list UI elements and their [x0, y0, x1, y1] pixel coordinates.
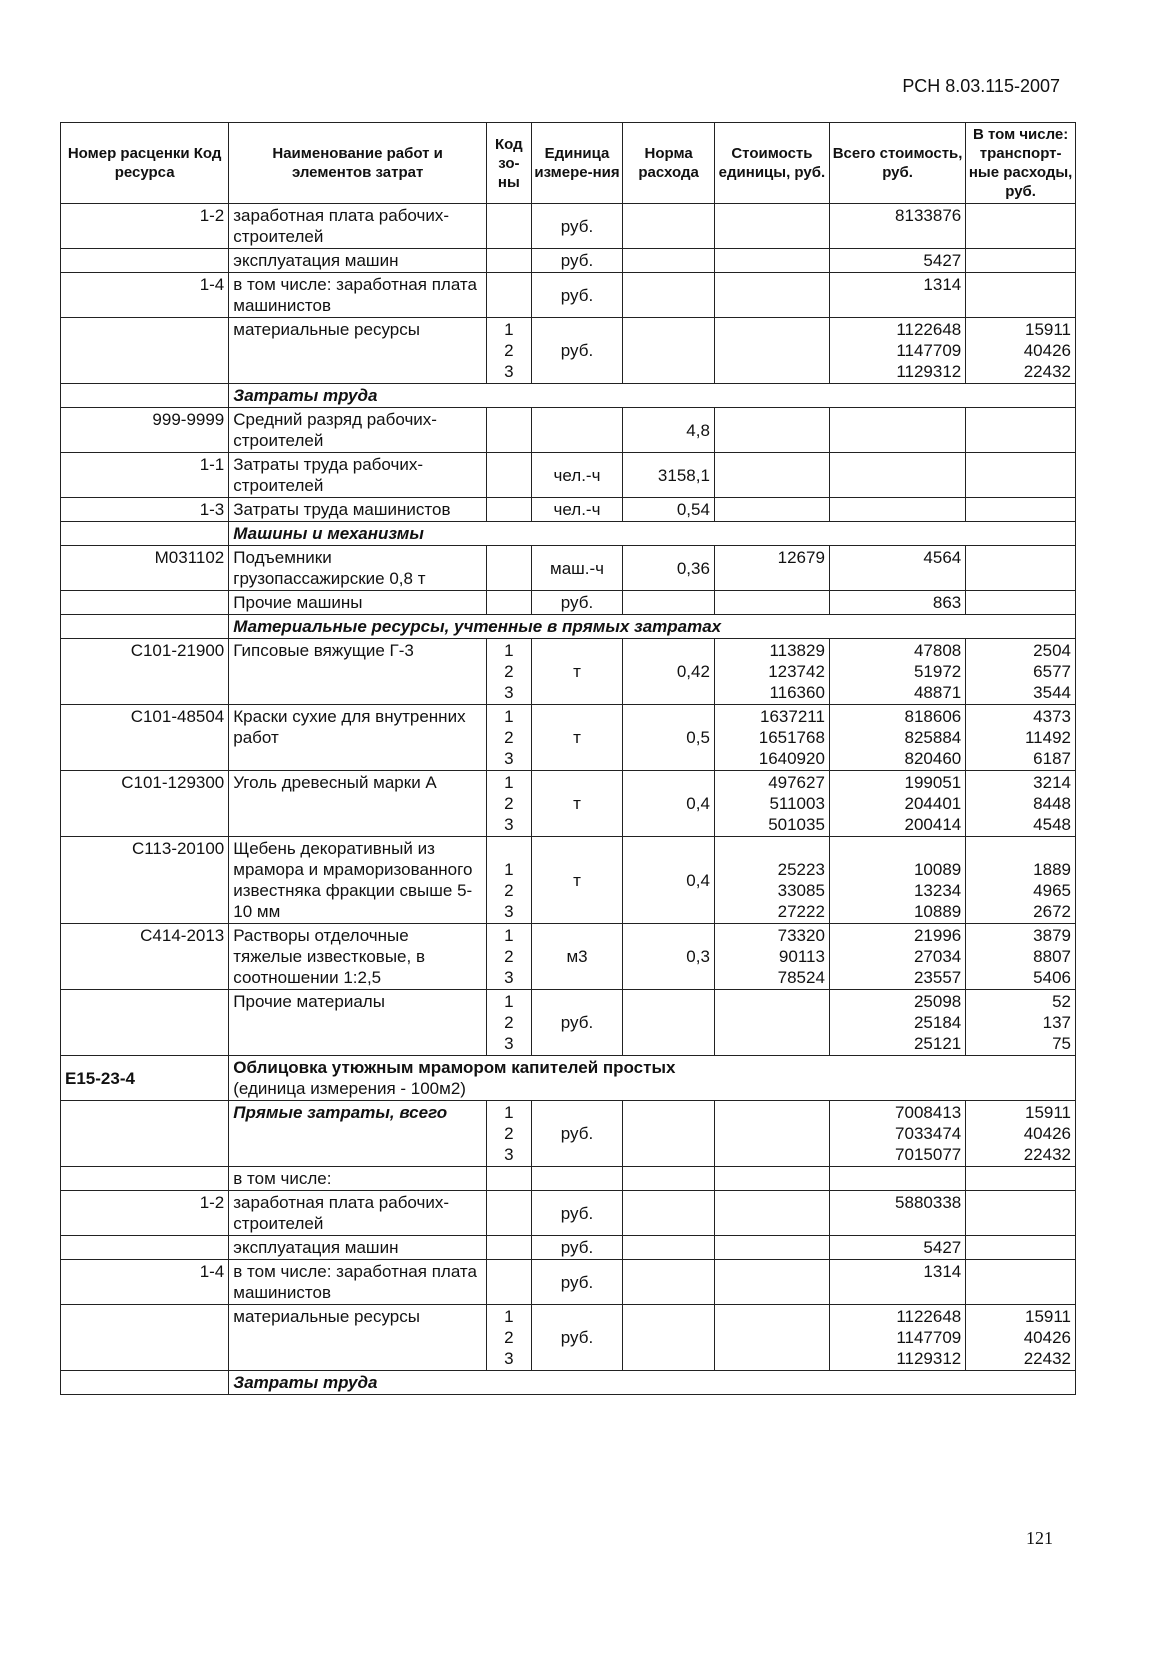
row-unit-cost — [714, 1167, 829, 1191]
row-transport: 3879 8807 5406 — [966, 924, 1076, 990]
row-norm: 3158,1 — [623, 453, 715, 498]
row-zones — [487, 1167, 532, 1191]
row-unit: т — [531, 771, 623, 837]
row-transport — [966, 453, 1076, 498]
row-code: 1-4 — [61, 1260, 229, 1305]
row-unit-cost: 113829 123742 116360 — [714, 639, 829, 705]
row-zones — [487, 498, 532, 522]
row-unit-cost — [714, 1236, 829, 1260]
row-norm: 0,5 — [623, 705, 715, 771]
row-name: материальные ресурсы — [229, 1305, 487, 1371]
row-name: в том числе: заработная плата машинистов — [229, 273, 487, 318]
row-unit-cost: 1637211 1651768 1640920 — [714, 705, 829, 771]
row-total: 5880338 — [829, 1191, 965, 1236]
row-zones — [487, 1260, 532, 1305]
row-name: Гипсовые вяжущие Г-3 — [229, 639, 487, 705]
row-name: эксплуатация машин — [229, 249, 487, 273]
row-total: 199051 204401 200414 — [829, 771, 965, 837]
row-unit-cost — [714, 273, 829, 318]
row-unit: руб. — [531, 204, 623, 249]
table-header-row — [61, 123, 1076, 204]
row-unit: т — [531, 837, 623, 924]
col-header-total: Всего стоимость, руб. — [829, 123, 965, 204]
section-row — [61, 384, 1076, 408]
row-zones: 1 2 3 — [487, 705, 532, 771]
col-header-unit-cost: Стоимость единицы, руб. — [714, 123, 829, 204]
row-transport: 1889 4965 2672 — [966, 837, 1076, 924]
row-transport — [966, 1191, 1076, 1236]
row-unit: руб. — [531, 273, 623, 318]
row-code: 1-2 — [61, 1191, 229, 1236]
section-code-cell — [61, 1371, 229, 1395]
section-code-cell — [61, 522, 229, 546]
row-total: 7008413 7033474 7015077 — [829, 1101, 965, 1167]
section-row — [61, 1371, 1076, 1395]
row-zones — [487, 273, 532, 318]
row-unit: руб. — [531, 1101, 623, 1167]
row-zones: 1 2 3 — [487, 924, 532, 990]
row-zones: 1 2 3 — [487, 639, 532, 705]
section-title: Машины и механизмы — [229, 522, 1076, 546]
row-code: 1-3 — [61, 498, 229, 522]
table-row — [61, 1101, 1076, 1167]
row-total: 863 — [829, 591, 965, 615]
row-zones: 1 2 3 — [487, 318, 532, 384]
row-code — [61, 1101, 229, 1167]
row-unit-cost — [714, 1260, 829, 1305]
row-unit-cost — [714, 453, 829, 498]
row-total: 1314 — [829, 273, 965, 318]
row-transport — [966, 1260, 1076, 1305]
table-row — [61, 639, 1076, 705]
row-unit: чел.-ч — [531, 453, 623, 498]
row-code: 999-9999 — [61, 408, 229, 453]
row-norm — [623, 204, 715, 249]
document-code: РСН 8.03.115-2007 — [902, 76, 1060, 96]
row-unit: маш.-ч — [531, 546, 623, 591]
col-header-zone: Код зо-ны — [487, 123, 532, 204]
table-row — [61, 1167, 1076, 1191]
table-row — [61, 546, 1076, 591]
row-name: Средний разряд рабочих-строителей — [229, 408, 487, 453]
col-header-code: Номер расценки Код ресурса — [61, 123, 229, 204]
section-title: Материальные ресурсы, учтенные в прямых затратах — [229, 615, 1076, 639]
row-unit: руб. — [531, 1191, 623, 1236]
row-zones — [487, 453, 532, 498]
row-total: 818606 825884 820460 — [829, 705, 965, 771]
section-row — [61, 522, 1076, 546]
rate-title-cell — [229, 1056, 1076, 1101]
row-unit-cost — [714, 249, 829, 273]
row-name: в том числе: заработная плата машинистов — [229, 1260, 487, 1305]
row-unit-cost: 25223 33085 27222 — [714, 837, 829, 924]
row-total: 4564 — [829, 546, 965, 591]
row-total — [829, 1167, 965, 1191]
row-unit — [531, 1167, 623, 1191]
row-zones — [487, 408, 532, 453]
row-zones — [487, 1191, 532, 1236]
row-code: С101-21900 — [61, 639, 229, 705]
row-norm — [623, 249, 715, 273]
row-unit: т — [531, 705, 623, 771]
row-unit-cost: 73320 90113 78524 — [714, 924, 829, 990]
col-header-norm: Норма расхода — [623, 123, 715, 204]
row-zones — [487, 1236, 532, 1260]
row-zones: 1 2 3 — [487, 1101, 532, 1167]
row-unit-cost — [714, 1191, 829, 1236]
table-row — [61, 1260, 1076, 1305]
row-norm: 0,54 — [623, 498, 715, 522]
section-title: Затраты труда — [229, 384, 1076, 408]
row-unit-cost: 12679 — [714, 546, 829, 591]
table-row — [61, 990, 1076, 1056]
row-name: Прямые затраты, всего — [229, 1101, 487, 1167]
row-unit-cost — [714, 204, 829, 249]
col-header-unit: Единица измере-ния — [531, 123, 623, 204]
row-transport — [966, 204, 1076, 249]
table-row — [61, 408, 1076, 453]
row-transport — [966, 408, 1076, 453]
row-norm — [623, 591, 715, 615]
row-total: 5427 — [829, 249, 965, 273]
row-code: 1-4 — [61, 273, 229, 318]
row-name: Затраты труда рабочих-строителей — [229, 453, 487, 498]
row-unit: руб. — [531, 1236, 623, 1260]
rates-table — [60, 122, 1076, 1395]
row-unit: руб. — [531, 591, 623, 615]
row-code — [61, 1305, 229, 1371]
row-unit-cost — [714, 498, 829, 522]
table-row — [61, 591, 1076, 615]
row-transport — [966, 591, 1076, 615]
row-norm: 0,4 — [623, 837, 715, 924]
row-zones — [487, 546, 532, 591]
row-norm — [623, 1236, 715, 1260]
row-name: Прочие материалы — [229, 990, 487, 1056]
section-code-cell — [61, 615, 229, 639]
row-unit: чел.-ч — [531, 498, 623, 522]
row-norm — [623, 990, 715, 1056]
row-code: 1-2 — [61, 204, 229, 249]
row-norm — [623, 1167, 715, 1191]
row-transport: 52 137 75 — [966, 990, 1076, 1056]
row-total: 8133876 — [829, 204, 965, 249]
section-code-cell — [61, 384, 229, 408]
page-number: 121 — [1026, 1528, 1053, 1548]
row-unit-cost: 497627 511003 501035 — [714, 771, 829, 837]
row-norm: 0,36 — [623, 546, 715, 591]
table-row — [61, 1236, 1076, 1260]
table-row — [61, 273, 1076, 318]
row-name: эксплуатация машин — [229, 1236, 487, 1260]
row-name: заработная плата рабочих-строителей — [229, 204, 487, 249]
row-code: М031102 — [61, 546, 229, 591]
row-norm: 4,8 — [623, 408, 715, 453]
rate-code: Е15-23-4 — [61, 1056, 229, 1101]
table-row — [61, 1305, 1076, 1371]
row-total: 1314 — [829, 1260, 965, 1305]
row-transport: 15911 40426 22432 — [966, 318, 1076, 384]
row-unit-cost — [714, 408, 829, 453]
row-transport: 2504 6577 3544 — [966, 639, 1076, 705]
row-name: Подъемники грузопассажирские 0,8 т — [229, 546, 487, 591]
row-zones — [487, 249, 532, 273]
rate-header-row — [61, 1056, 1076, 1101]
row-transport: 15911 40426 22432 — [966, 1101, 1076, 1167]
section-title: Затраты труда — [229, 1371, 1076, 1395]
row-unit: м3 — [531, 924, 623, 990]
table-row — [61, 249, 1076, 273]
col-header-name: Наименование работ и элементов затрат — [229, 123, 487, 204]
row-transport — [966, 546, 1076, 591]
row-zones — [487, 591, 532, 615]
row-code — [61, 1167, 229, 1191]
row-code: С113-20100 — [61, 837, 229, 924]
table-row — [61, 705, 1076, 771]
row-norm — [623, 1101, 715, 1167]
row-unit: т — [531, 639, 623, 705]
row-unit-cost — [714, 591, 829, 615]
row-norm: 0,42 — [623, 639, 715, 705]
row-unit: руб. — [531, 1260, 623, 1305]
row-norm: 0,4 — [623, 771, 715, 837]
section-row — [61, 615, 1076, 639]
row-unit: руб. — [531, 249, 623, 273]
row-norm — [623, 273, 715, 318]
col-header-transport: В том числе: транспорт-ные расходы, руб. — [966, 123, 1076, 204]
row-code: С414-2013 — [61, 924, 229, 990]
row-name: Прочие машины — [229, 591, 487, 615]
row-name: в том числе: — [229, 1167, 487, 1191]
row-norm: 0,3 — [623, 924, 715, 990]
row-transport — [966, 1236, 1076, 1260]
row-code — [61, 249, 229, 273]
table-row — [61, 318, 1076, 384]
row-transport — [966, 498, 1076, 522]
row-unit: руб. — [531, 1305, 623, 1371]
row-total: 21996 27034 23557 — [829, 924, 965, 990]
row-code — [61, 318, 229, 384]
row-code — [61, 990, 229, 1056]
row-transport: 3214 8448 4548 — [966, 771, 1076, 837]
row-norm — [623, 1260, 715, 1305]
row-name: заработная плата рабочих-строителей — [229, 1191, 487, 1236]
row-total: 1122648 1147709 1129312 — [829, 1305, 965, 1371]
row-unit — [531, 408, 623, 453]
row-transport: 15911 40426 22432 — [966, 1305, 1076, 1371]
table-row — [61, 204, 1076, 249]
row-transport — [966, 249, 1076, 273]
row-unit: руб. — [531, 318, 623, 384]
row-transport: 4373 11492 6187 — [966, 705, 1076, 771]
row-unit-cost — [714, 990, 829, 1056]
table-body — [61, 204, 1076, 1395]
row-name: материальные ресурсы — [229, 318, 487, 384]
row-code: С101-129300 — [61, 771, 229, 837]
row-transport — [966, 1167, 1076, 1191]
row-total — [829, 453, 965, 498]
row-total: 5427 — [829, 1236, 965, 1260]
row-zones — [487, 204, 532, 249]
row-unit-cost — [714, 318, 829, 384]
row-total: 10089 13234 10889 — [829, 837, 965, 924]
row-code: 1-1 — [61, 453, 229, 498]
row-total: 1122648 1147709 1129312 — [829, 318, 965, 384]
row-total: 25098 25184 25121 — [829, 990, 965, 1056]
table-row — [61, 924, 1076, 990]
row-name: Щебень декоративный из мрамора и мраморизованного известняка фракции свыше 5-10 мм — [229, 837, 487, 924]
table-row — [61, 453, 1076, 498]
row-total: 47808 51972 48871 — [829, 639, 965, 705]
row-name: Затраты труда машинистов — [229, 498, 487, 522]
row-unit: руб. — [531, 990, 623, 1056]
table-row — [61, 837, 1076, 924]
row-transport — [966, 273, 1076, 318]
row-norm — [623, 1305, 715, 1371]
table-row — [61, 498, 1076, 522]
row-total — [829, 498, 965, 522]
row-total — [829, 408, 965, 453]
row-norm — [623, 318, 715, 384]
row-unit-cost — [714, 1101, 829, 1167]
table-row — [61, 1191, 1076, 1236]
row-name: Растворы отделочные тяжелые известковые, в соотношении 1:2,5 — [229, 924, 487, 990]
row-code — [61, 591, 229, 615]
rate-title: Облицовка утюжным мрамором капителей простых — [233, 1058, 676, 1077]
row-code — [61, 1236, 229, 1260]
row-zones: 1 2 3 — [487, 771, 532, 837]
row-code: С101-48504 — [61, 705, 229, 771]
row-name: Краски сухие для внутренних работ — [229, 705, 487, 771]
row-unit-cost — [714, 1305, 829, 1371]
row-zones: 1 2 3 — [487, 837, 532, 924]
row-norm — [623, 1191, 715, 1236]
row-name: Уголь древесный марки А — [229, 771, 487, 837]
row-zones: 1 2 3 — [487, 1305, 532, 1371]
table-row — [61, 771, 1076, 837]
row-zones: 1 2 3 — [487, 990, 532, 1056]
rate-unit-note: (единица измерения - 100м2) — [233, 1079, 466, 1098]
